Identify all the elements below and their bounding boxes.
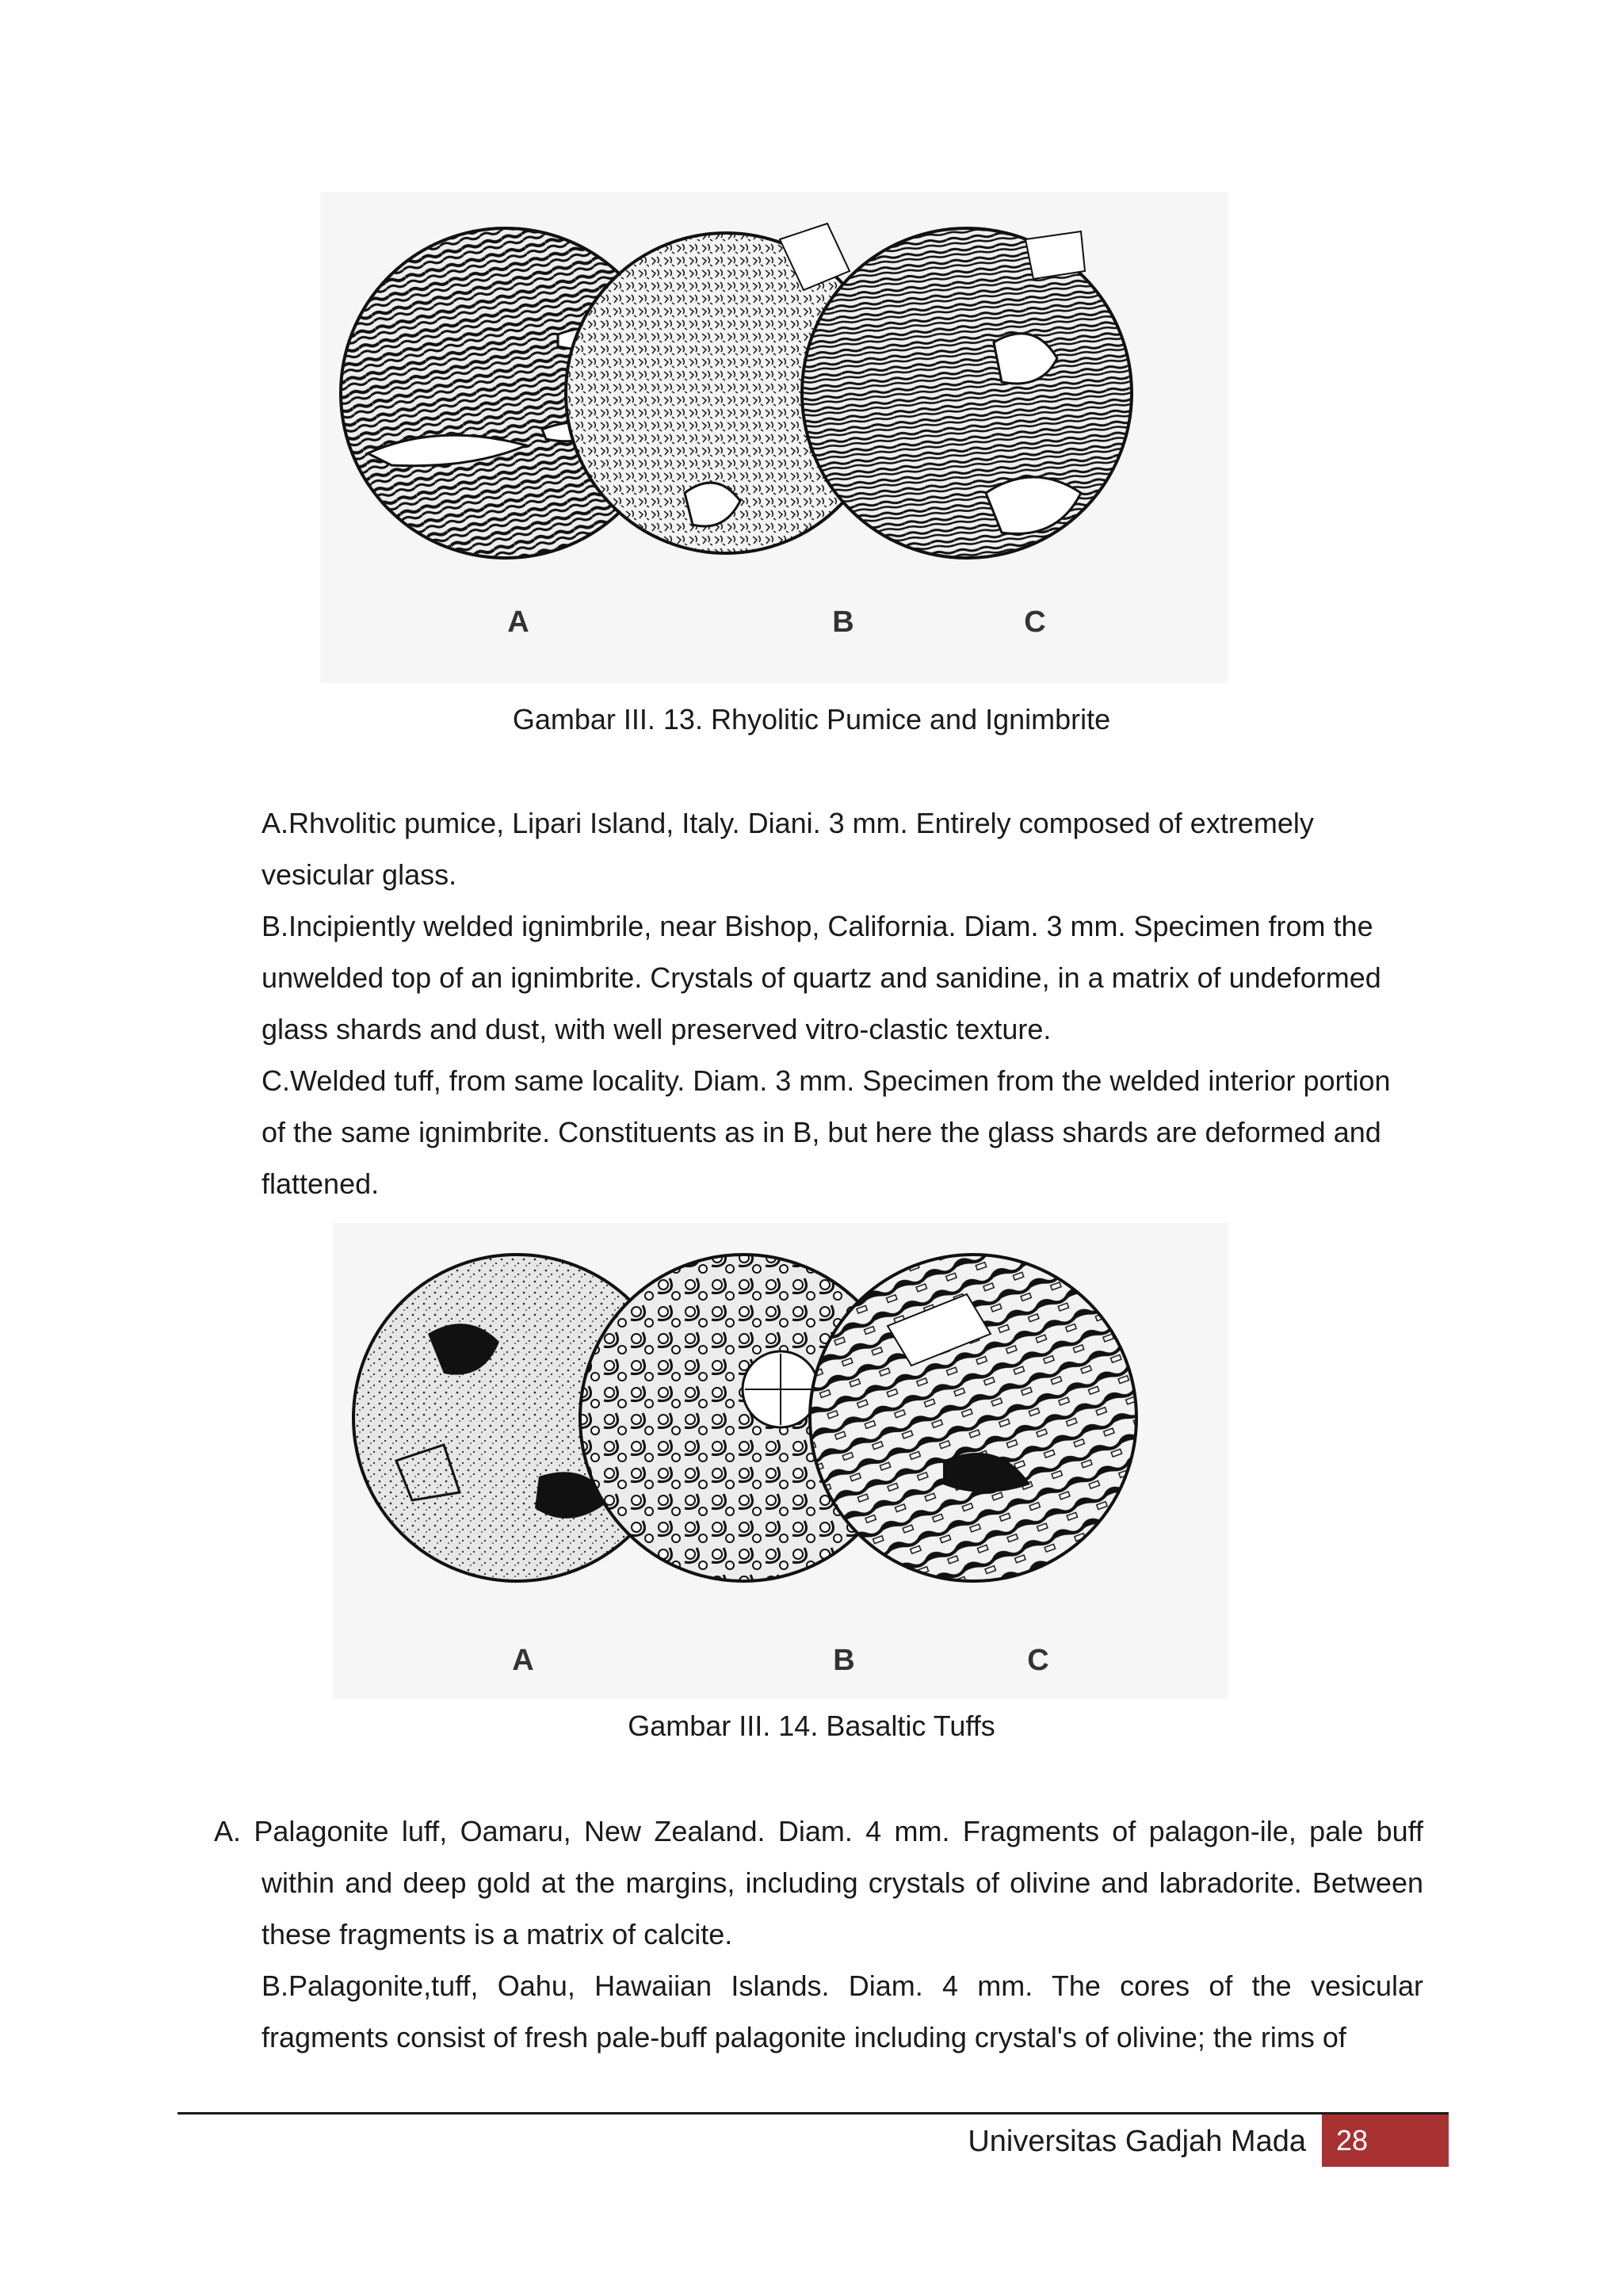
description-1-item-c: C.Welded tuff, from same locality. Diam. 3 mm. Specimen from the welded interior portion of the same ignimbrite. Constituents as in B, but here the glass shards are deformed and flattened. [262, 1064, 1391, 1200]
description-2-item-a: A. Palagonite luff, Oamaru, New Zealand. Diam. 4 mm. Fragments of palagon-ile, pale buff within and deep gold at the margins, including crystals of olivine and labradorite. Between these fragments is a matrix of calcite. [214, 1815, 1423, 1950]
footer-divider [178, 2112, 1449, 2115]
figure-1-label-a: A [507, 606, 529, 639]
figure-1-label-b: B [832, 606, 854, 639]
footer-institution: Universitas Gadjah Mada [968, 2125, 1306, 2158]
figure-2-caption: Gambar III. 14. Basaltic Tuffs [628, 1710, 995, 1742]
figure-1-drawing [320, 192, 1228, 683]
description-1-item-b: B.Incipiently welded ignimbrile, near Bishop, California. Diam. 3 mm. Specimen from the unwelded top of an ignimbrite. Crystals of quartz and sanidine, in a matrix of undeformed glass shards and dust, with well preserved vitro-clastic texture. [262, 910, 1381, 1045]
figure-2-label-c: C [1027, 1644, 1049, 1677]
circle-c [802, 228, 1132, 558]
figure-1-label-c: C [1024, 606, 1046, 639]
figure-2-label-b: B [833, 1644, 855, 1677]
figure-2-description [214, 1805, 1423, 2063]
page-number-badge [1322, 2115, 1449, 2167]
page-number: 28 [1336, 2124, 1369, 2157]
circle-c [810, 1255, 1136, 1581]
description-1-item-a: A.Rhvolitic pumice, Lipari Island, Italy. Diani. 3 mm. Entirely composed of extremely vesicular glass. [262, 807, 1314, 891]
figure-rhyolitic-pumice-ignimbrite [320, 192, 1228, 683]
figure-1-caption: Gambar III. 13. Rhyolitic Pumice and Ignimbrite [512, 703, 1111, 735]
figure-2-label-a: A [512, 1644, 534, 1677]
description-2-item-b: B.Palagonite,tuff, Oahu, Hawaiian Islands. Diam. 4 mm. The cores of the vesicular fragments consist of fresh pale-buff palagonite including crystal's of olivine; the rims of [262, 1969, 1423, 2053]
figure-1-description [262, 797, 1403, 1209]
figure-basaltic-tuffs [333, 1223, 1228, 1698]
figure-2-drawing [333, 1223, 1228, 1698]
